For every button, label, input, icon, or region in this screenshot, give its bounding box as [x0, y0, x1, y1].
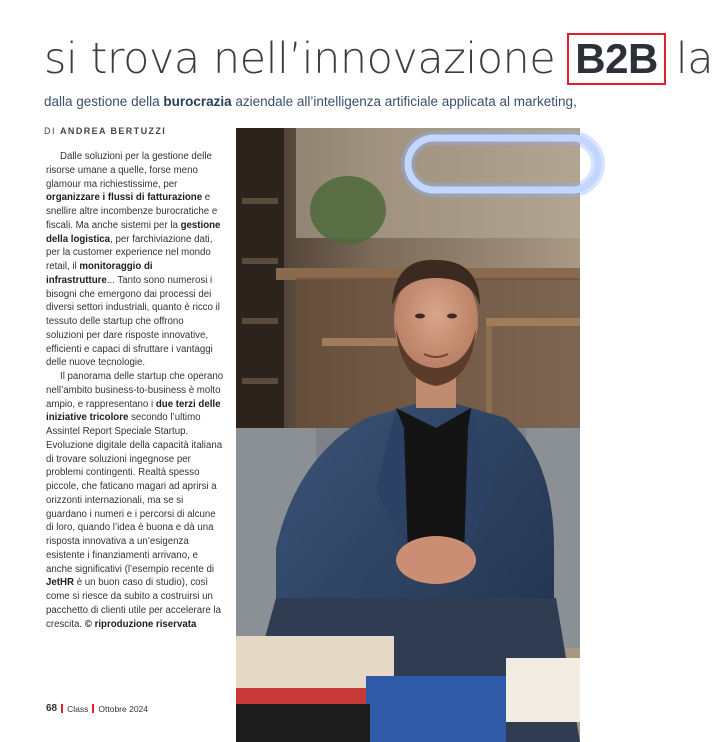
article-text: è un buon caso di studio), così come si riesce da subito a costruirsi un pacchetto di clienti utile per accelerare la crescita. [46, 577, 222, 630]
magazine-name: Class [67, 703, 89, 714]
article-text: secondo l’ultimo Assintel Report Speciale Startup. Evoluzione digitale della capacità italiana di trovare soluzioni ingegnose per problemi contingenti. Realtà spesso piccole, che faticano magari ad aprirsi a orizzonti internazionali, ma se si guardano i numeri e i percorsi di alcune di loro, quando l’idea è buona e dà una risposta innovativa a un’esigenza esistente i finanziamenti arrivano, e anche significativi (l’esempio recente di [46, 412, 223, 575]
article-highlight: monitoraggio di infrastrutture [46, 261, 153, 286]
article-text: Il panorama delle startup che operano nell’ambito business-to-business è molto ampio, e rappresentano i [46, 371, 224, 410]
headline-boxed-keyword: B2B [567, 33, 666, 85]
issue-date: Ottobre 2024 [98, 703, 149, 714]
article-text: e snellire altre incombenze burocratiche e fiscali. Ma anche sistemi per la [46, 192, 218, 231]
article-paragraph-1 [46, 150, 224, 370]
byline-prefix: DI [44, 126, 61, 136]
byline [44, 126, 166, 136]
folio-divider [61, 704, 63, 713]
article-paragraph-2 [46, 370, 224, 631]
portrait-photo [236, 128, 580, 742]
headline [44, 30, 713, 88]
article-highlight: JetHR [46, 577, 74, 589]
copyright-notice: © riproduzione riservata [84, 618, 197, 630]
article-text: Dalle soluzioni per la gestione delle risorse umane a quelle, forse meno glamour ma richiestissime, per [46, 151, 212, 190]
subhead-bold: burocrazia [163, 94, 232, 109]
byline-author: ANDREA BERTUZZI [60, 126, 167, 136]
subhead-part-1: dalla gestione della [44, 94, 164, 109]
headline-text-after: la [675, 34, 713, 84]
article-highlight: due terzi delle iniziative tricolore [46, 398, 221, 424]
article-text: ... Tanto sono numerosi i bisogni che emergono dai processi dei diversi settori industriali, quanto è ricco il tessuto delle startup che offrono soluzioni per dare risposte innovative, efficienti e capaci di sfruttare i vantaggi delle nuove tecnologie. [46, 274, 220, 369]
article-highlight: gestione della logistica [46, 219, 221, 245]
folio-divider [92, 704, 94, 713]
article-text: , per farchiviazione dati, per la customer experience nel mondo retail, il [46, 233, 213, 272]
page-number: 68 [46, 703, 58, 714]
article-body [46, 150, 224, 631]
page-folio [46, 703, 148, 714]
subhead-part-2: aziendale all’intelligenza artificiale applicata al marketing, [231, 94, 577, 109]
headline-text-before: si trova nell’innovazione [44, 34, 556, 84]
article-highlight: organizzare i flussi di fatturazione [46, 192, 203, 204]
subheadline [44, 94, 584, 109]
